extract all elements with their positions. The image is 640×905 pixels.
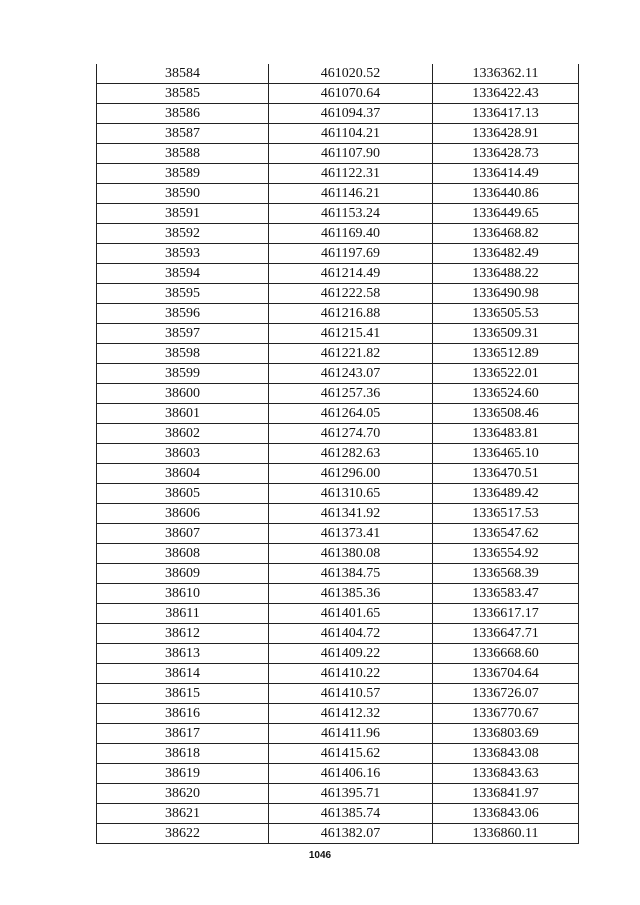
- table-row: [97, 384, 579, 404]
- x-coordinate-cell: 461411.96: [269, 724, 433, 744]
- x-coordinate-cell: 461214.49: [269, 264, 433, 284]
- point-id-cell: 38598: [97, 344, 269, 364]
- table-row: [97, 624, 579, 644]
- y-coordinate-cell: 1336843.63: [433, 764, 579, 784]
- point-id-cell: 38607: [97, 524, 269, 544]
- x-coordinate-cell: 461257.36: [269, 384, 433, 404]
- table-row: [97, 464, 579, 484]
- table-row: [97, 204, 579, 224]
- point-id-cell: 38600: [97, 384, 269, 404]
- y-coordinate-cell: 1336422.43: [433, 84, 579, 104]
- y-coordinate-cell: 1336512.89: [433, 344, 579, 364]
- table-row: [97, 124, 579, 144]
- point-id-cell: 38618: [97, 744, 269, 764]
- y-coordinate-cell: 1336843.06: [433, 804, 579, 824]
- table-row: [97, 184, 579, 204]
- x-coordinate-cell: 461412.32: [269, 704, 433, 724]
- x-coordinate-cell: 461122.31: [269, 164, 433, 184]
- y-coordinate-cell: 1336509.31: [433, 324, 579, 344]
- x-coordinate-cell: 461401.65: [269, 604, 433, 624]
- y-coordinate-cell: 1336617.17: [433, 604, 579, 624]
- x-coordinate-cell: 461216.88: [269, 304, 433, 324]
- y-coordinate-cell: 1336803.69: [433, 724, 579, 744]
- point-id-cell: 38616: [97, 704, 269, 724]
- y-coordinate-cell: 1336668.60: [433, 644, 579, 664]
- point-id-cell: 38590: [97, 184, 269, 204]
- y-coordinate-cell: 1336488.22: [433, 264, 579, 284]
- coordinates-table-body: [97, 64, 579, 844]
- x-coordinate-cell: 461094.37: [269, 104, 433, 124]
- x-coordinate-cell: 461274.70: [269, 424, 433, 444]
- table-row: [97, 264, 579, 284]
- table-row: [97, 444, 579, 464]
- table-row: [97, 824, 579, 844]
- table-row: [97, 744, 579, 764]
- table-row: [97, 684, 579, 704]
- point-id-cell: 38592: [97, 224, 269, 244]
- table-row: [97, 704, 579, 724]
- table-row: [97, 664, 579, 684]
- x-coordinate-cell: 461385.36: [269, 584, 433, 604]
- point-id-cell: 38602: [97, 424, 269, 444]
- point-id-cell: 38604: [97, 464, 269, 484]
- x-coordinate-cell: 461197.69: [269, 244, 433, 264]
- y-coordinate-cell: 1336440.86: [433, 184, 579, 204]
- y-coordinate-cell: 1336362.11: [433, 64, 579, 84]
- x-coordinate-cell: 461020.52: [269, 64, 433, 84]
- y-coordinate-cell: 1336428.73: [433, 144, 579, 164]
- x-coordinate-cell: 461107.90: [269, 144, 433, 164]
- point-id-cell: 38595: [97, 284, 269, 304]
- y-coordinate-cell: 1336428.91: [433, 124, 579, 144]
- point-id-cell: 38603: [97, 444, 269, 464]
- x-coordinate-cell: 461282.63: [269, 444, 433, 464]
- page-number: 1046: [308, 850, 332, 861]
- table-row: [97, 104, 579, 124]
- y-coordinate-cell: 1336414.49: [433, 164, 579, 184]
- y-coordinate-cell: 1336704.64: [433, 664, 579, 684]
- point-id-cell: 38606: [97, 504, 269, 524]
- table-row: [97, 284, 579, 304]
- y-coordinate-cell: 1336470.51: [433, 464, 579, 484]
- x-coordinate-cell: 461404.72: [269, 624, 433, 644]
- point-id-cell: 38605: [97, 484, 269, 504]
- coordinates-table: [96, 64, 579, 844]
- point-id-cell: 38615: [97, 684, 269, 704]
- y-coordinate-cell: 1336482.49: [433, 244, 579, 264]
- x-coordinate-cell: 461415.62: [269, 744, 433, 764]
- y-coordinate-cell: 1336517.53: [433, 504, 579, 524]
- table-row: [97, 524, 579, 544]
- x-coordinate-cell: 461373.41: [269, 524, 433, 544]
- point-id-cell: 38608: [97, 544, 269, 564]
- y-coordinate-cell: 1336547.62: [433, 524, 579, 544]
- x-coordinate-cell: 461310.65: [269, 484, 433, 504]
- table-row: [97, 324, 579, 344]
- y-coordinate-cell: 1336770.67: [433, 704, 579, 724]
- table-row: [97, 644, 579, 664]
- table-row: [97, 244, 579, 264]
- point-id-cell: 38621: [97, 804, 269, 824]
- y-coordinate-cell: 1336524.60: [433, 384, 579, 404]
- y-coordinate-cell: 1336841.97: [433, 784, 579, 804]
- table-row: [97, 424, 579, 444]
- x-coordinate-cell: 461410.22: [269, 664, 433, 684]
- point-id-cell: 38586: [97, 104, 269, 124]
- x-coordinate-cell: 461215.41: [269, 324, 433, 344]
- table-row: [97, 584, 579, 604]
- point-id-cell: 38614: [97, 664, 269, 684]
- y-coordinate-cell: 1336554.92: [433, 544, 579, 564]
- x-coordinate-cell: 461169.40: [269, 224, 433, 244]
- y-coordinate-cell: 1336490.98: [433, 284, 579, 304]
- y-coordinate-cell: 1336843.08: [433, 744, 579, 764]
- x-coordinate-cell: 461380.08: [269, 544, 433, 564]
- x-coordinate-cell: 461410.57: [269, 684, 433, 704]
- point-id-cell: 38597: [97, 324, 269, 344]
- point-id-cell: 38589: [97, 164, 269, 184]
- point-id-cell: 38588: [97, 144, 269, 164]
- table-row: [97, 344, 579, 364]
- x-coordinate-cell: 461341.92: [269, 504, 433, 524]
- table-row: [97, 404, 579, 424]
- x-coordinate-cell: 461221.82: [269, 344, 433, 364]
- table-row: [97, 564, 579, 584]
- x-coordinate-cell: 461243.07: [269, 364, 433, 384]
- y-coordinate-cell: 1336508.46: [433, 404, 579, 424]
- point-id-cell: 38609: [97, 564, 269, 584]
- y-coordinate-cell: 1336568.39: [433, 564, 579, 584]
- x-coordinate-cell: 461070.64: [269, 84, 433, 104]
- x-coordinate-cell: 461104.21: [269, 124, 433, 144]
- y-coordinate-cell: 1336449.65: [433, 204, 579, 224]
- table-row: [97, 724, 579, 744]
- point-id-cell: 38591: [97, 204, 269, 224]
- y-coordinate-cell: 1336647.71: [433, 624, 579, 644]
- x-coordinate-cell: 461146.21: [269, 184, 433, 204]
- table-row: [97, 764, 579, 784]
- x-coordinate-cell: 461382.07: [269, 824, 433, 844]
- point-id-cell: 38619: [97, 764, 269, 784]
- y-coordinate-cell: 1336417.13: [433, 104, 579, 124]
- table-row: [97, 164, 579, 184]
- table-row: [97, 784, 579, 804]
- table-row: [97, 504, 579, 524]
- point-id-cell: 38611: [97, 604, 269, 624]
- y-coordinate-cell: 1336468.82: [433, 224, 579, 244]
- point-id-cell: 38593: [97, 244, 269, 264]
- table-row: [97, 64, 579, 84]
- table-row: [97, 544, 579, 564]
- x-coordinate-cell: 461264.05: [269, 404, 433, 424]
- x-coordinate-cell: 461409.22: [269, 644, 433, 664]
- x-coordinate-cell: 461385.74: [269, 804, 433, 824]
- y-coordinate-cell: 1336522.01: [433, 364, 579, 384]
- table-row: [97, 304, 579, 324]
- x-coordinate-cell: 461406.16: [269, 764, 433, 784]
- x-coordinate-cell: 461222.58: [269, 284, 433, 304]
- point-id-cell: 38584: [97, 64, 269, 84]
- table-row: [97, 484, 579, 504]
- point-id-cell: 38617: [97, 724, 269, 744]
- table-row: [97, 84, 579, 104]
- point-id-cell: 38596: [97, 304, 269, 324]
- point-id-cell: 38612: [97, 624, 269, 644]
- point-id-cell: 38610: [97, 584, 269, 604]
- x-coordinate-cell: 461296.00: [269, 464, 433, 484]
- table-row: [97, 224, 579, 244]
- point-id-cell: 38601: [97, 404, 269, 424]
- point-id-cell: 38585: [97, 84, 269, 104]
- point-id-cell: 38620: [97, 784, 269, 804]
- y-coordinate-cell: 1336465.10: [433, 444, 579, 464]
- table-row: [97, 604, 579, 624]
- y-coordinate-cell: 1336505.53: [433, 304, 579, 324]
- point-id-cell: 38622: [97, 824, 269, 844]
- x-coordinate-cell: 461384.75: [269, 564, 433, 584]
- x-coordinate-cell: 461153.24: [269, 204, 433, 224]
- y-coordinate-cell: 1336489.42: [433, 484, 579, 504]
- point-id-cell: 38613: [97, 644, 269, 664]
- y-coordinate-cell: 1336726.07: [433, 684, 579, 704]
- y-coordinate-cell: 1336483.81: [433, 424, 579, 444]
- point-id-cell: 38599: [97, 364, 269, 384]
- table-row: [97, 144, 579, 164]
- y-coordinate-cell: 1336860.11: [433, 824, 579, 844]
- y-coordinate-cell: 1336583.47: [433, 584, 579, 604]
- table-row: [97, 804, 579, 824]
- x-coordinate-cell: 461395.71: [269, 784, 433, 804]
- point-id-cell: 38587: [97, 124, 269, 144]
- point-id-cell: 38594: [97, 264, 269, 284]
- table-row: [97, 364, 579, 384]
